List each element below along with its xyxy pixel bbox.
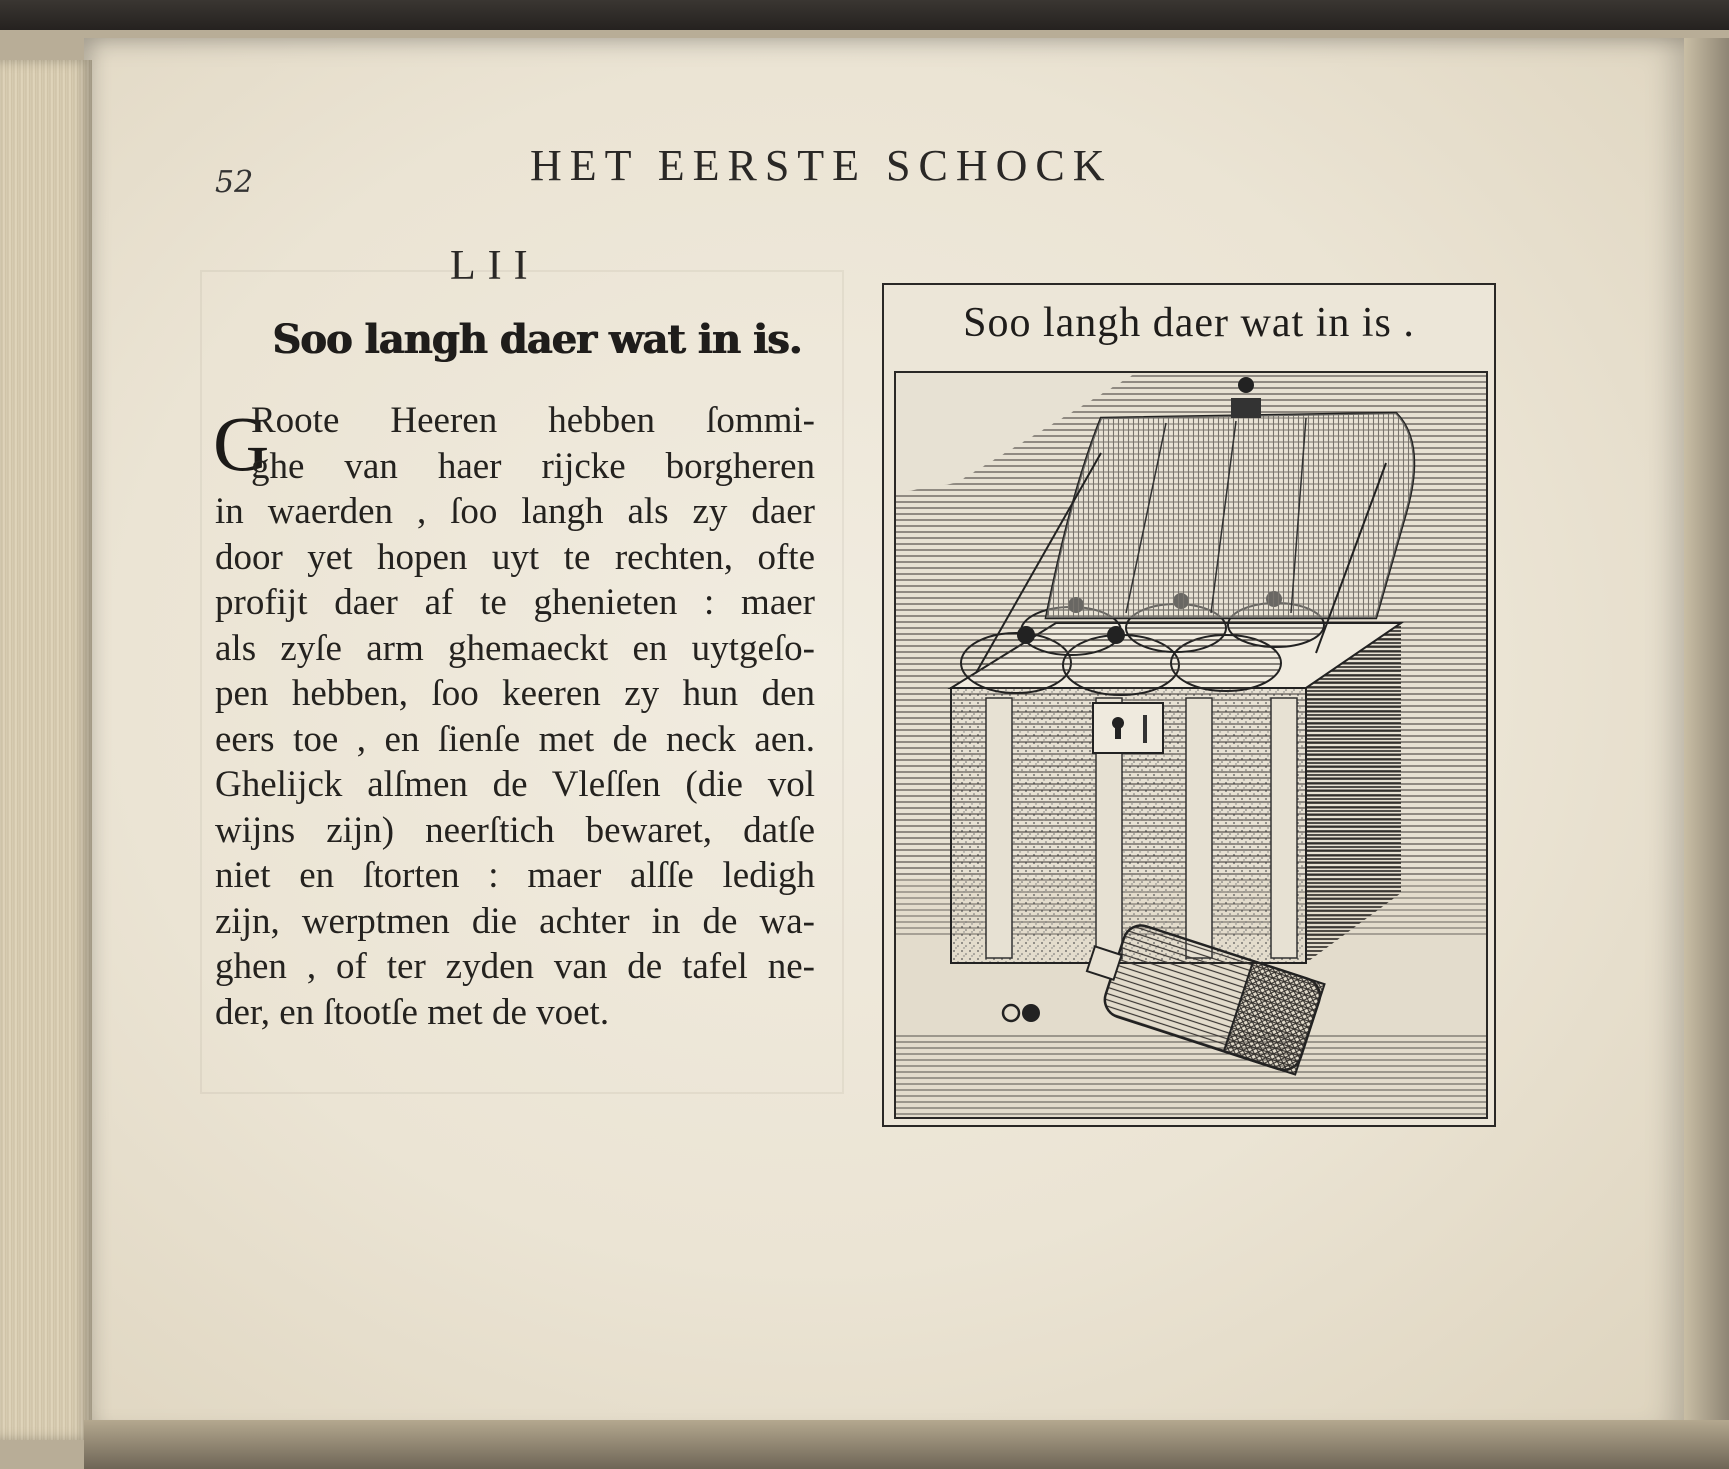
engraving-picture [894, 371, 1488, 1119]
page-curl-right [1684, 38, 1729, 1438]
chest-engraving-svg [896, 373, 1486, 1117]
text-line: in waerden , ſoo langh als zy daer [215, 491, 815, 532]
drop-cap: G [213, 400, 270, 487]
running-head: HET EERSTE SCHOCK [530, 141, 1113, 190]
text-line: door yet hopen uyt te rechten, ofte [215, 536, 815, 578]
text-line: pen hebben, ſoo keeren zy hun den [215, 673, 815, 714]
text-line: Roote Heeren hebben ſommi- [251, 400, 815, 441]
body-text [215, 398, 815, 1035]
text-line: profijt daer af te ghenieten : maer [215, 582, 815, 623]
text-line: eers toe , en ſienſe met de neck aen. [215, 718, 815, 760]
text-line: der, en ſtootſe met de voet. [215, 991, 610, 1033]
text-line: ghen , of ter zyden van de tafel ne- [215, 946, 815, 987]
text-line: als zyſe arm ghemaeckt en uytgeſo- [215, 627, 815, 669]
text-line: niet en ſtorten : maer alſſe ledigh [215, 855, 815, 896]
page-number: 52 [215, 165, 254, 200]
chapter-title: Soo langh daer wat in is. [272, 316, 802, 363]
chapter-number: LII [450, 243, 540, 289]
text-line: wijns zijn) neerſtich bewaret, datſe [215, 809, 815, 851]
text-line: zijn, werptmen die achter in de wa- [215, 900, 815, 942]
text-line: Ghelijck alſmen de Vleſſen (die vol [215, 764, 815, 805]
engraved-plate [882, 283, 1496, 1127]
page-edges-left [0, 60, 92, 1440]
text-line: ghe van haer rijcke borgheren [251, 445, 815, 487]
plate-caption: Soo langh daer wat in is . [963, 300, 1415, 346]
book-bottom-edge [84, 1420, 1729, 1469]
